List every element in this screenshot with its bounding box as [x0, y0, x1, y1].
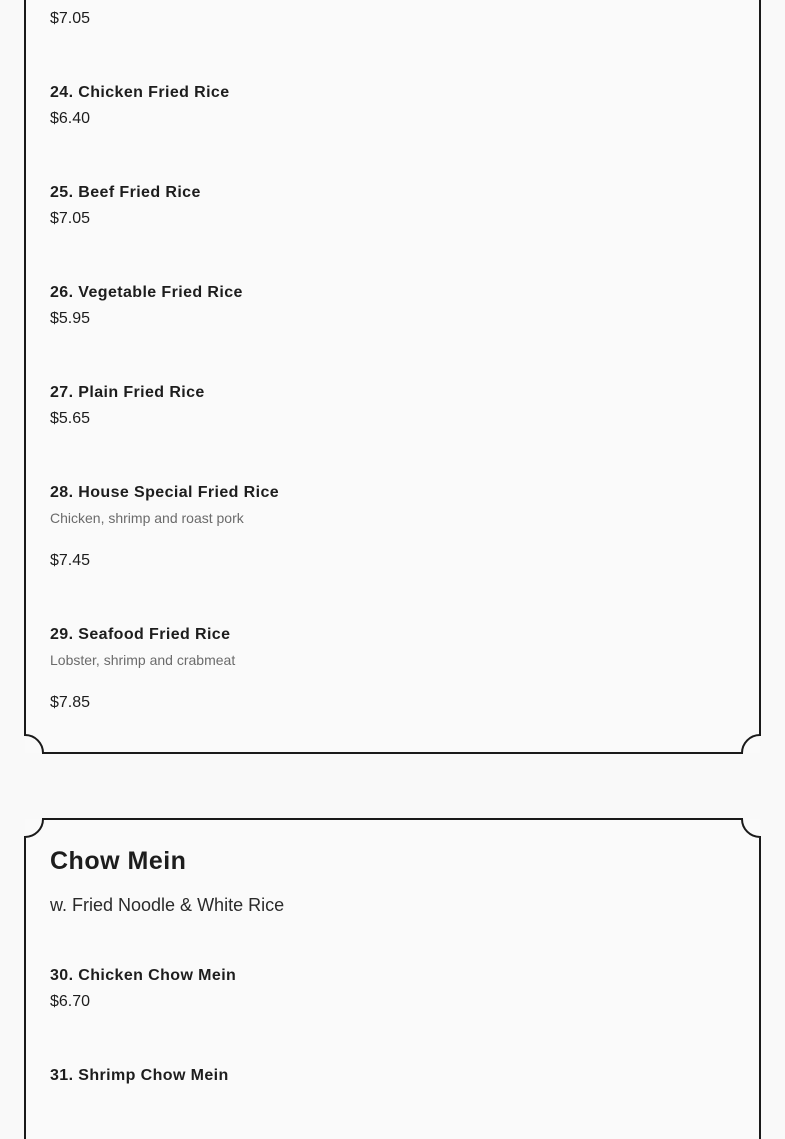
item-description: Chicken, shrimp and roast pork: [50, 510, 244, 526]
menu-item[interactable]: [50, 283, 243, 329]
menu-item[interactable]: [50, 1066, 229, 1086]
item-price: $7.45: [50, 552, 91, 569]
item-name: 31. Shrimp Chow Mein: [50, 1067, 229, 1084]
item-name: 25. Beef Fried Rice: [50, 184, 201, 201]
chow-mein-menu-card: [25, 819, 760, 1139]
item-price: $6.70: [50, 993, 91, 1010]
item-name: 29. Seafood Fried Rice: [50, 626, 231, 643]
item-name: 28. House Special Fried Rice: [50, 484, 280, 501]
item-name: 27. Plain Fried Rice: [50, 384, 205, 401]
item-price: $7.05: [50, 210, 91, 227]
menu-item[interactable]: [50, 83, 230, 129]
fried-rice-menu-card: [25, 0, 760, 753]
section-title: Chow Mein: [50, 847, 187, 875]
menu-item[interactable]: [50, 383, 205, 429]
section-subtitle: w. Fried Noodle & White Rice: [50, 895, 285, 915]
item-name: 26. Vegetable Fried Rice: [50, 284, 243, 301]
item-price: $6.40: [50, 110, 91, 127]
item-price: $7.85: [50, 694, 91, 711]
item-description: Lobster, shrimp and crabmeat: [50, 652, 236, 668]
menu-item[interactable]: [50, 625, 235, 713]
item-price: $5.95: [50, 310, 91, 327]
menu-item[interactable]: [50, 483, 279, 571]
previous-item-price: $7.05: [50, 10, 91, 27]
item-price: $5.65: [50, 410, 91, 427]
item-name: 30. Chicken Chow Mein: [50, 967, 237, 984]
item-name: 24. Chicken Fried Rice: [50, 84, 230, 101]
menu-item[interactable]: [50, 183, 201, 229]
menu-item[interactable]: [50, 966, 236, 1012]
